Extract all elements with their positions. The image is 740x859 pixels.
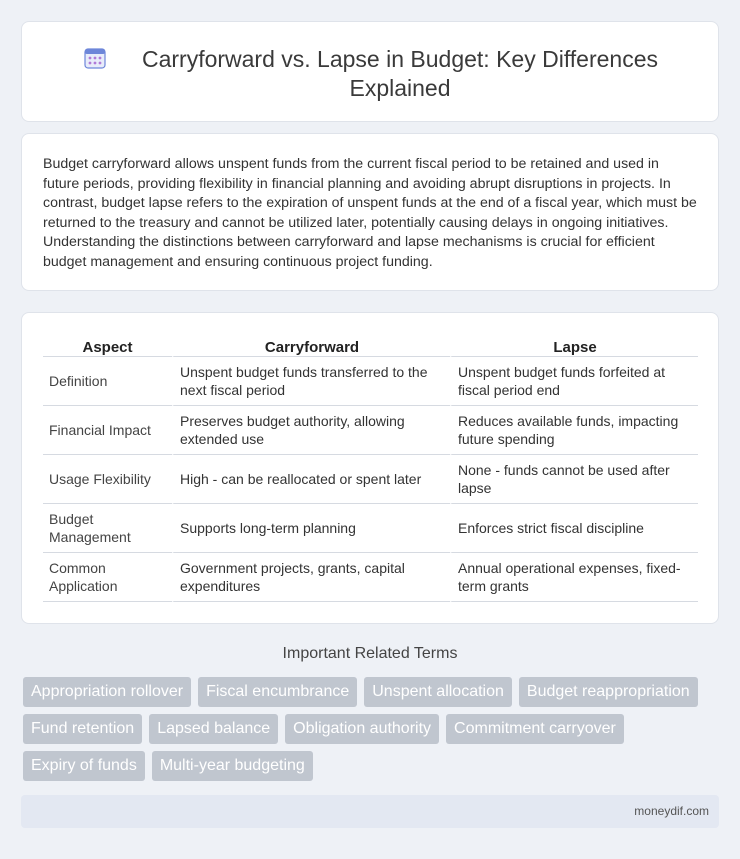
cell-lapse: Unspent budget funds forfeited at fiscal period end bbox=[450, 357, 698, 406]
header-lapse: Lapse bbox=[450, 335, 698, 357]
related-terms-title: Important Related Terms bbox=[282, 645, 458, 662]
related-term-tag[interactable]: Fiscal encumbrance bbox=[198, 677, 357, 707]
related-term-tag[interactable]: Multi-year budgeting bbox=[152, 751, 313, 781]
related-term-tag[interactable]: Expiry of funds bbox=[23, 751, 145, 781]
comparison-table bbox=[43, 335, 698, 602]
cell-carryforward: Government projects, grants, capital expenditures bbox=[172, 553, 450, 602]
cell-lapse: Reduces available funds, impacting future spending bbox=[450, 406, 698, 455]
table-header-row bbox=[43, 335, 698, 357]
cell-lapse: Annual operational expenses, fixed-term grants bbox=[450, 553, 698, 602]
intro-paragraph: Budget carryforward allows unspent funds from the current fiscal period to be retained and used in future periods, providing flexibility in financial planning and avoiding abrupt disruptions in projects. In contrast, budget lapse refers to the expiration of unspent funds at the end of a fiscal year, which must be returned to the treasury and cannot be utilized later, potentially causing delays in ongoing initiatives. Understanding the distinctions between carryforward and lapse mechanisms is crucial for efficient budget management and ensuring continuous project funding. bbox=[43, 156, 697, 270]
cell-lapse: Enforces strict fiscal discipline bbox=[450, 504, 698, 553]
cell-aspect: Budget Management bbox=[43, 504, 172, 553]
related-term-tag[interactable]: Fund retention bbox=[23, 714, 142, 744]
intro-card bbox=[21, 133, 719, 291]
table-row bbox=[43, 357, 698, 406]
related-term-tag[interactable]: Obligation authority bbox=[285, 714, 439, 744]
comparison-card bbox=[21, 312, 719, 624]
cell-aspect: Common Application bbox=[43, 553, 172, 602]
table-row bbox=[43, 455, 698, 504]
site-name[interactable]: moneydif.com bbox=[634, 804, 709, 818]
title-card bbox=[21, 21, 719, 122]
page-title: Carryforward vs. Lapse in Budget: Key Differences Explained bbox=[141, 46, 659, 101]
cell-lapse: None - funds cannot be used after lapse bbox=[450, 455, 698, 504]
table-row bbox=[43, 504, 698, 553]
related-term-tag[interactable]: Unspent allocation bbox=[364, 677, 512, 707]
cell-carryforward: High - can be reallocated or spent later bbox=[172, 455, 450, 504]
related-terms-list bbox=[23, 677, 713, 781]
related-term-tag[interactable]: Budget reappropriation bbox=[519, 677, 698, 707]
cell-aspect: Definition bbox=[43, 357, 172, 406]
header-aspect: Aspect bbox=[43, 335, 172, 357]
table-row bbox=[43, 553, 698, 602]
cell-carryforward: Preserves budget authority, allowing extended use bbox=[172, 406, 450, 455]
calendar-icon bbox=[84, 47, 106, 69]
footer bbox=[21, 795, 719, 828]
cell-carryforward: Unspent budget funds transferred to the next fiscal period bbox=[172, 357, 450, 406]
related-term-tag[interactable]: Commitment carryover bbox=[446, 714, 624, 744]
cell-carryforward: Supports long-term planning bbox=[172, 504, 450, 553]
related-term-tag[interactable]: Appropriation rollover bbox=[23, 677, 191, 707]
table-row bbox=[43, 406, 698, 455]
related-term-tag[interactable]: Lapsed balance bbox=[149, 714, 278, 744]
header-carryforward: Carryforward bbox=[172, 335, 450, 357]
cell-aspect: Usage Flexibility bbox=[43, 455, 172, 504]
cell-aspect: Financial Impact bbox=[43, 406, 172, 455]
